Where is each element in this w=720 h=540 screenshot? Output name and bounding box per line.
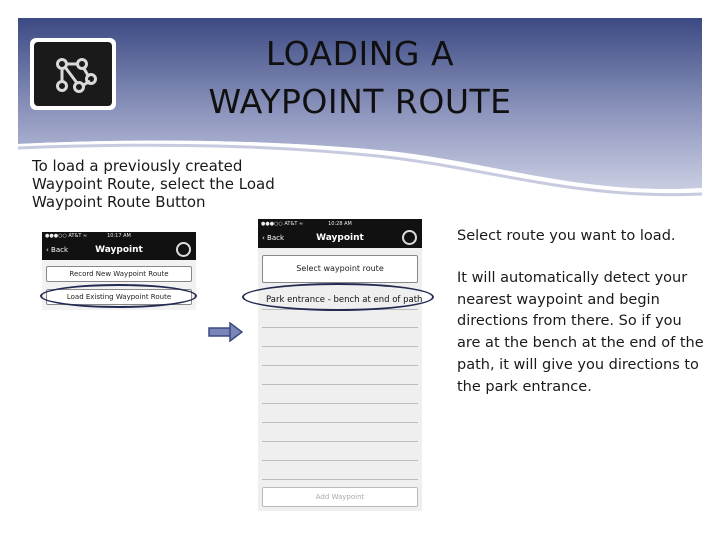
- title-line-2: WAYPOINT ROUTE: [208, 82, 512, 121]
- list-divider: [262, 327, 418, 328]
- back-label: Back: [267, 234, 285, 242]
- title-line-1: LOADING A: [265, 34, 455, 73]
- select-route-button[interactable]: Select waypoint route: [262, 255, 418, 283]
- clock-label: 10:17 AM: [107, 233, 131, 239]
- list-divider: [262, 384, 418, 385]
- right-arrow-icon: [208, 322, 244, 342]
- list-divider: [262, 403, 418, 404]
- nav-bar: [258, 229, 422, 248]
- phone-screenshot-select: [258, 219, 422, 511]
- route-nodes-icon: [34, 42, 112, 106]
- record-route-button[interactable]: Record New Waypoint Route: [46, 266, 192, 282]
- slide-title: [180, 30, 540, 126]
- list-divider: [262, 422, 418, 423]
- intro-text: To load a previously created Waypoint Route, select the Load Waypoint Route Button: [32, 157, 275, 211]
- list-divider: [262, 346, 418, 347]
- status-bar: [258, 219, 422, 229]
- check-circle-icon[interactable]: [176, 242, 191, 257]
- nav-bar: [42, 241, 196, 260]
- list-divider: [262, 441, 418, 442]
- list-divider: [262, 460, 418, 461]
- list-divider: [262, 365, 418, 366]
- highlight-oval-route: [242, 283, 434, 311]
- instruction-detail: It will automatically detect your nearest waypoint and begin directions from there. So if you are at the bench at the end of the path, it will give you directions to the park entrance.: [457, 270, 704, 395]
- chevron-left-icon: ‹: [46, 246, 52, 254]
- nav-title: Waypoint: [316, 233, 364, 243]
- back-label: Back: [51, 246, 69, 254]
- nav-title: Waypoint: [95, 245, 143, 255]
- instruction-select: Select route you want to load.: [457, 228, 676, 244]
- check-circle-icon[interactable]: [402, 230, 417, 245]
- carrier-label: ●●●○○ AT&T ≈: [45, 233, 88, 239]
- list-divider: [262, 479, 418, 480]
- status-bar: [42, 232, 196, 241]
- add-waypoint-button[interactable]: Add Waypoint: [262, 487, 418, 507]
- chevron-left-icon: ‹: [262, 234, 268, 242]
- carrier-label: ●●●○○ AT&T ≈: [261, 221, 304, 227]
- app-icon: [30, 38, 116, 110]
- route-list-item[interactable]: Park entrance - bench at end of path: [266, 295, 423, 305]
- clock-label: 10:28 AM: [328, 221, 352, 227]
- load-route-button[interactable]: Load Existing Waypoint Route: [46, 289, 192, 305]
- highlight-oval-load: [40, 284, 197, 308]
